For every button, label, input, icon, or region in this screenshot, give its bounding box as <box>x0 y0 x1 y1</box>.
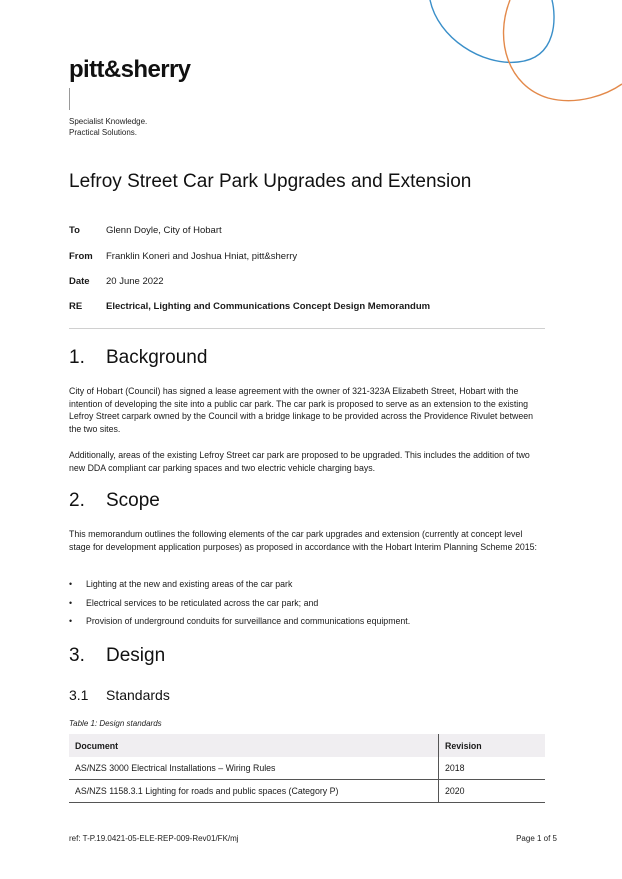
footer-page-number: Page 1 of 5 <box>516 834 557 843</box>
table-header-row <box>69 734 545 757</box>
heading-design-title: Design <box>106 645 166 666</box>
table-cell-revision: 2018 <box>439 757 546 780</box>
memo-to-value: Glenn Doyle, City of Hobart <box>106 225 222 236</box>
memo-date-value: 20 June 2022 <box>106 276 164 287</box>
company-logo: pitt&sherry <box>69 56 191 83</box>
scope-intro: This memorandum outlines the following elements of the car park upgrades and extension (currently at concept level stage for development application purposes) as proposed in accordance with the Hobart Interim Planning Scheme 2015: <box>69 529 537 552</box>
bullet-symbol: • <box>69 616 73 626</box>
tagline-line-1: Specialist Knowledge. <box>69 117 148 126</box>
memo-to-label: To <box>69 225 80 236</box>
tagline-line-2: Practical Solutions. <box>69 128 138 137</box>
header-divider <box>69 328 545 329</box>
table-row <box>69 757 545 780</box>
memo-re-label: RE <box>69 301 83 312</box>
table-cell-document: AS/NZS 1158.3.1 Lighting for roads and public spaces (Category P) <box>69 780 439 803</box>
blue-arc <box>430 0 554 62</box>
heading-background-number: 1. <box>69 347 85 368</box>
table-cell-revision: 2020 <box>439 780 546 803</box>
heading-background-title: Background <box>106 347 208 368</box>
scope-bullet-text: Provision of underground conduits for surveillance and communications equipment. <box>86 616 411 626</box>
column-header-document: Document <box>69 734 439 757</box>
memo-from-label: From <box>69 251 93 262</box>
heading-scope <box>69 490 160 512</box>
heading-standards-number: 3.1 <box>69 687 89 703</box>
footer-reference: ref: T-P.19.0421-05-ELE-REP-009-Rev01/FK/mj <box>69 834 239 843</box>
heading-scope-title: Scope <box>106 490 160 511</box>
scope-bullet-text: Electrical services to be reticulated across the car park; and <box>86 598 319 608</box>
scope-bullet-text: Lighting at the new and existing areas of the car park <box>86 579 293 589</box>
memo-re-value: Electrical, Lighting and Communications Concept Design Memorandum <box>106 301 431 312</box>
table-row <box>69 780 545 803</box>
heading-background <box>69 347 207 369</box>
memo-from-value: Franklin Koneri and Joshua Hniat, pitt&sherry <box>106 251 298 262</box>
heading-standards <box>69 687 170 703</box>
column-header-revision: Revision <box>439 734 546 757</box>
memo-date-label: Date <box>69 276 90 287</box>
background-paragraph-1: City of Hobart (Council) has signed a lease agreement with the owner of 321-323A Elizabeth Street, Hobart with the intention of developing the site into a public car park. The car park is proposed to serve as an extension to the existing Lefroy Street carpark owned by the Council with a bridge linkage to be provided across the Providence Rivulet between the two sites. <box>69 386 534 434</box>
heading-standards-title: Standards <box>106 687 170 703</box>
heading-scope-number: 2. <box>69 490 85 511</box>
heading-design-number: 3. <box>69 645 85 666</box>
design-standards-table <box>69 734 545 803</box>
orange-arc <box>504 0 622 101</box>
bullet-symbol: • <box>69 579 73 589</box>
table-caption: Table 1: Design standards <box>69 719 162 728</box>
document-title: Lefroy Street Car Park Upgrades and Extension <box>69 171 472 192</box>
table-cell-document: AS/NZS 3000 Electrical Installations – Wiring Rules <box>69 757 439 780</box>
company-tagline <box>69 116 147 138</box>
bullet-symbol: • <box>69 598 73 608</box>
heading-design <box>69 645 165 667</box>
background-paragraph-2: Additionally, areas of the existing Lefroy Street car park are proposed to be upgraded. This includes the addition of two new DDA compliant car parking spaces and two electric vehicle charging bays. <box>69 450 530 473</box>
logo-divider <box>69 88 70 110</box>
